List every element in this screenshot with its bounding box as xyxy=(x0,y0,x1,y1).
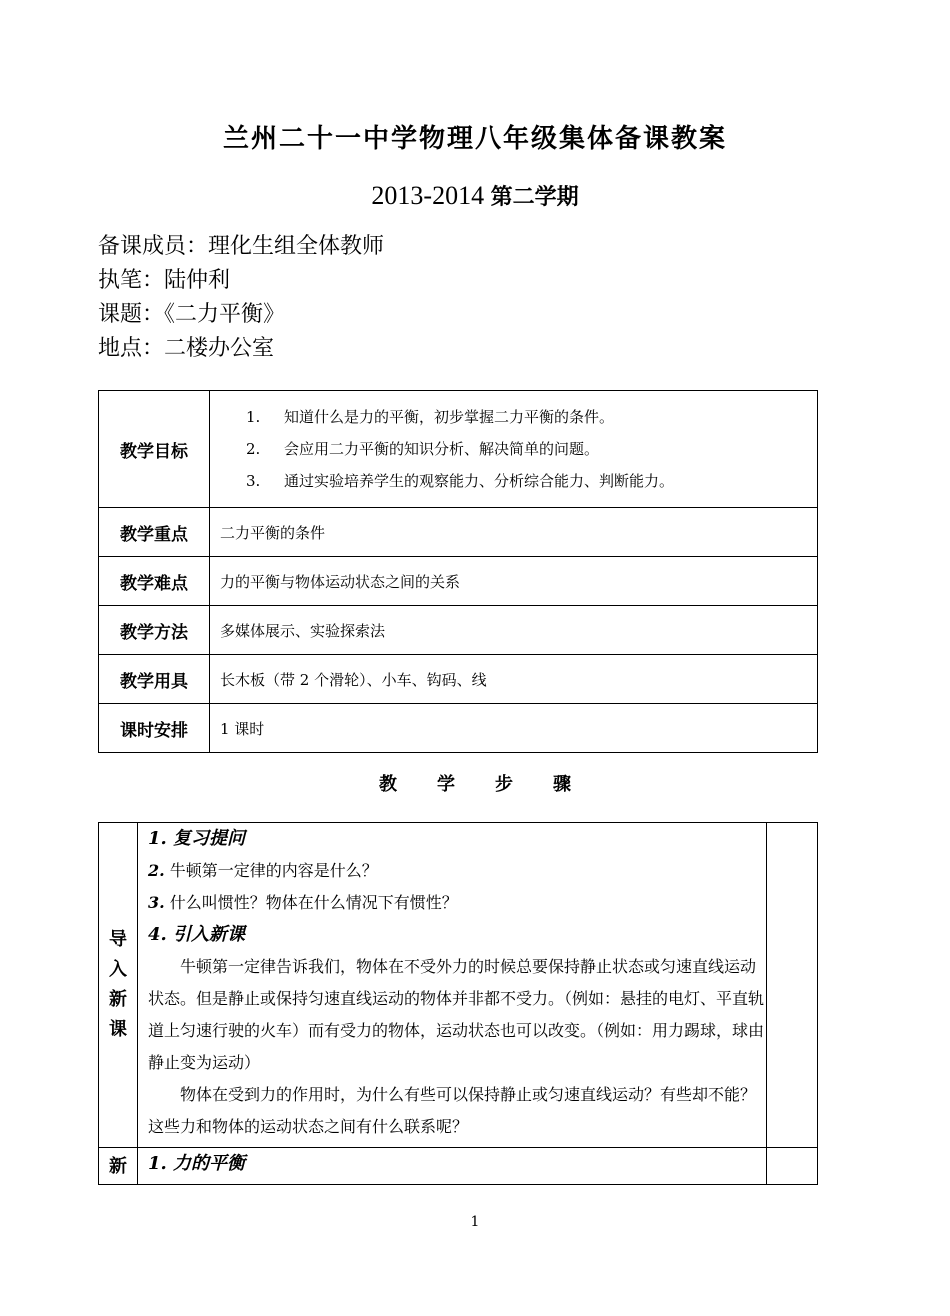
info-members: 备课成员：理化生组全体教师 xyxy=(98,234,385,259)
goals-label: 教学目标 xyxy=(99,391,210,508)
table-row xyxy=(99,508,818,557)
page-number: 1 xyxy=(470,1214,480,1230)
list-item: 3. 通过实验培养学生的观察能力、分析综合能力、判断能力。 xyxy=(246,472,675,490)
table-row xyxy=(99,655,818,704)
teaching-steps-table xyxy=(98,822,818,1185)
table-row xyxy=(99,557,818,606)
term: 第二学期 xyxy=(490,185,579,210)
document-subtitle xyxy=(0,180,950,211)
document-title: 兰州二十一中学物理八年级集体备课教案 xyxy=(222,124,727,154)
goals-cell xyxy=(210,391,818,508)
intro-side-label: 导 入 新 课 xyxy=(99,823,138,1148)
info-topic: 课题：《二力平衡》 xyxy=(98,302,286,327)
table-row xyxy=(99,823,818,1148)
row-label: 教学难点 xyxy=(99,557,210,606)
lesson-meta-table xyxy=(98,390,818,753)
row-label: 教学方法 xyxy=(99,606,210,655)
table-row xyxy=(99,391,818,508)
paragraph: 牛顿第一定律告诉我们，物体在不受外力的时候总要保持静止状态或匀速直线运动状态。但是静止或保持匀速直线运动的物体并非都不受力。（例如：悬挂的电灯、平直轨道上匀速行驶的火车）而有受力的物体，运动状态也可以改变。（例如：用力踢球，球由静止变为运动） xyxy=(148,957,765,1072)
goals-list xyxy=(220,401,816,497)
intro-content xyxy=(138,823,767,1148)
question-2: 2. 牛顿第一定律的内容是什么？ xyxy=(148,861,378,880)
table-row xyxy=(99,704,818,753)
notes-cell xyxy=(767,1148,818,1185)
table-row xyxy=(99,606,818,655)
question-3: 3. 什么叫惯性？物体在什么情况下有惯性？ xyxy=(148,893,458,912)
lesson-info xyxy=(98,230,384,366)
school-year: 2013-2014 xyxy=(371,181,485,210)
row-label: 教学用具 xyxy=(99,655,210,704)
steps-heading: 教 学 步 骤 xyxy=(379,774,571,795)
row-label: 课时安排 xyxy=(99,704,210,753)
row-label: 教学重点 xyxy=(99,508,210,557)
table-row xyxy=(99,1148,818,1185)
info-author: 执笔：陆仲利 xyxy=(98,268,231,293)
row-value: 多媒体展示、实验探索法 xyxy=(210,606,818,655)
force-balance-heading: 1. 力的平衡 xyxy=(148,1153,246,1174)
row-value: 力的平衡与物体运动状态之间的关系 xyxy=(210,557,818,606)
new-lesson-content xyxy=(138,1148,767,1185)
info-location: 地点：二楼办公室 xyxy=(98,336,275,361)
row-value: 1 课时 xyxy=(210,704,818,753)
intro-heading: 4. 引入新课 xyxy=(148,924,246,945)
notes-cell xyxy=(767,823,818,1148)
review-heading: 1. 复习提问 xyxy=(148,828,246,849)
paragraph: 物体在受到力的作用时，为什么有些可以保持静止或匀速直线运动？有些却不能？这些力和物体的运动状态之间有什么联系呢？ xyxy=(148,1085,757,1136)
new-lesson-side-label: 新 xyxy=(99,1148,138,1185)
list-item: 2. 会应用二力平衡的知识分析、解决简单的问题。 xyxy=(246,440,600,458)
list-item: 1. 知道什么是力的平衡，初步掌握二力平衡的条件。 xyxy=(246,408,615,426)
row-value: 二力平衡的条件 xyxy=(210,508,818,557)
row-value: 长木板（带 2 个滑轮）、小车、钩码、线 xyxy=(210,655,818,704)
